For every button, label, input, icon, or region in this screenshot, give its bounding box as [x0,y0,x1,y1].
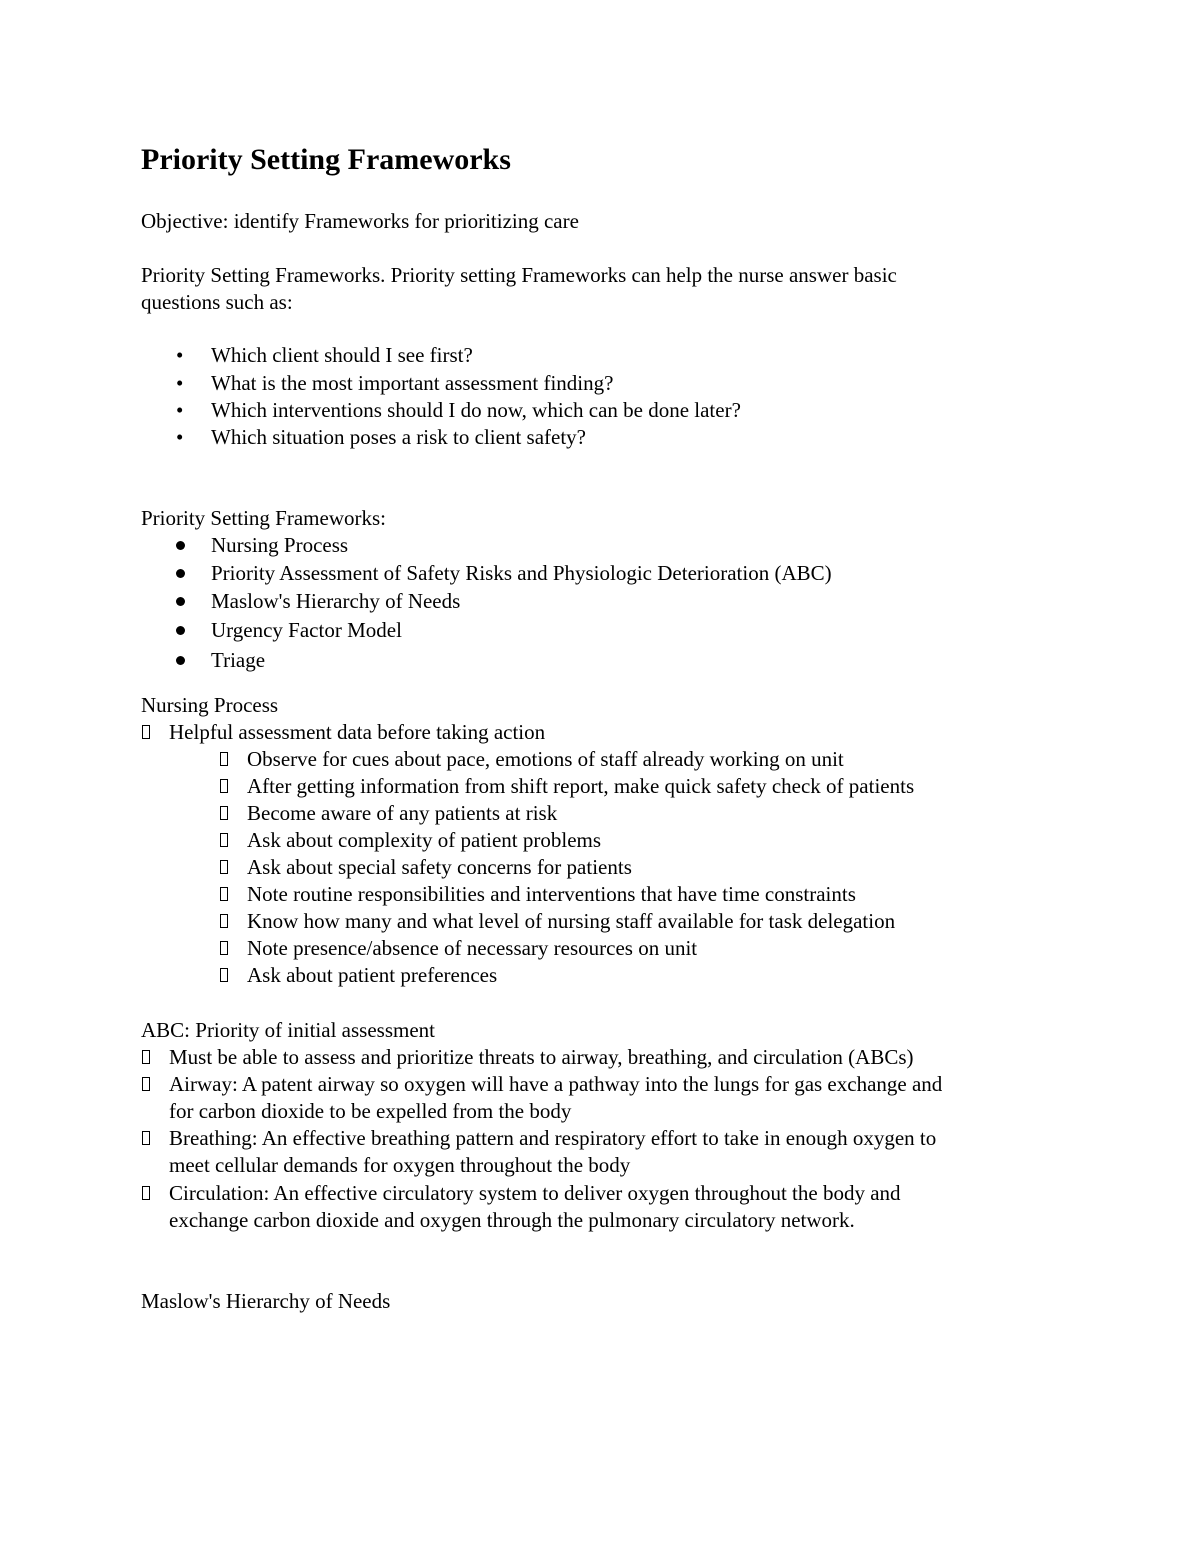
list-item: Urgency Factor Model [211,618,402,642]
list-item: Become aware of any patients at risk [247,801,558,825]
list-item: Which interventions should I do now, which can be done later? [211,398,741,422]
small-bullet-icon: • [176,343,184,367]
list-item: Maslow's Hierarchy of Needs [211,589,461,613]
missing-glyph-bullet-icon [142,1077,150,1091]
list-item: Airway: A patent airway so oxygen will have a pathway into the lungs for gas exchange and [169,1072,943,1096]
missing-glyph-bullet-icon [220,833,228,847]
missing-glyph-bullet-icon [220,941,228,955]
list-item: Ask about complexity of patient problems [247,828,602,852]
list-item: Know how many and what level of nursing staff available for task delegation [247,909,896,933]
small-bullet-icon: • [176,398,184,422]
list-item: Observe for cues about pace, emotions of staff already working on unit [247,747,844,771]
missing-glyph-bullet-icon [220,779,228,793]
intro-text-line-2: questions such as: [141,290,293,314]
list-item: Nursing Process [211,533,349,557]
bullet-icon [176,597,185,606]
list-item: After getting information from shift report, make quick safety check of patients [247,774,915,798]
list-item: Ask about special safety concerns for patients [247,855,632,879]
missing-glyph-bullet-icon [220,860,228,874]
bullet-icon [176,656,185,665]
list-item-continuation: exchange carbon dioxide and oxygen through the pulmonary circulatory network. [169,1208,855,1232]
list-item: Note routine responsibilities and interventions that have time constraints [247,882,856,906]
missing-glyph-bullet-icon [220,887,228,901]
objective-text: Objective: identify Frameworks for prioritizing care [141,209,579,233]
missing-glyph-bullet-icon [220,752,228,766]
maslow-heading: Maslow's Hierarchy of Needs [141,1289,391,1313]
missing-glyph-bullet-icon [142,1186,150,1200]
abc-heading: ABC: Priority of initial assessment [141,1018,435,1042]
missing-glyph-bullet-icon [142,1050,150,1064]
bullet-icon [176,541,185,550]
page-title: Priority Setting Frameworks [141,143,511,176]
list-item: Which client should I see first? [211,343,473,367]
list-item: Ask about patient preferences [247,963,498,987]
frameworks-heading: Priority Setting Frameworks: [141,506,386,530]
missing-glyph-bullet-icon [220,806,228,820]
small-bullet-icon: • [176,425,184,449]
list-item: Note presence/absence of necessary resources on unit [247,936,698,960]
list-item: Circulation: An effective circulatory system to deliver oxygen throughout the body and [169,1181,901,1205]
list-item-continuation: for carbon dioxide to be expelled from the body [169,1099,572,1123]
intro-text-line-1: Priority Setting Frameworks. Priority setting Frameworks can help the nurse answer basic [141,263,897,287]
nursing-process-heading: Nursing Process [141,693,279,717]
missing-glyph-bullet-icon [220,914,228,928]
list-item: Priority Assessment of Safety Risks and Physiologic Deterioration (ABC) [211,561,832,585]
bullet-icon [176,569,185,578]
list-item-continuation: meet cellular demands for oxygen throughout the body [169,1153,631,1177]
missing-glyph-bullet-icon [142,725,150,739]
small-bullet-icon: • [176,371,184,395]
bullet-icon [176,626,185,635]
list-item: Breathing: An effective breathing pattern and respiratory effort to take in enough oxygen to [169,1126,937,1150]
list-item: Triage [211,648,266,672]
list-item: Which situation poses a risk to client safety? [211,425,586,449]
missing-glyph-bullet-icon [142,1131,150,1145]
list-item: What is the most important assessment finding? [211,371,614,395]
list-item: Must be able to assess and prioritize threats to airway, breathing, and circulation (ABCs) [169,1045,914,1069]
missing-glyph-bullet-icon [220,968,228,982]
nursing-main-item: Helpful assessment data before taking action [169,720,546,744]
